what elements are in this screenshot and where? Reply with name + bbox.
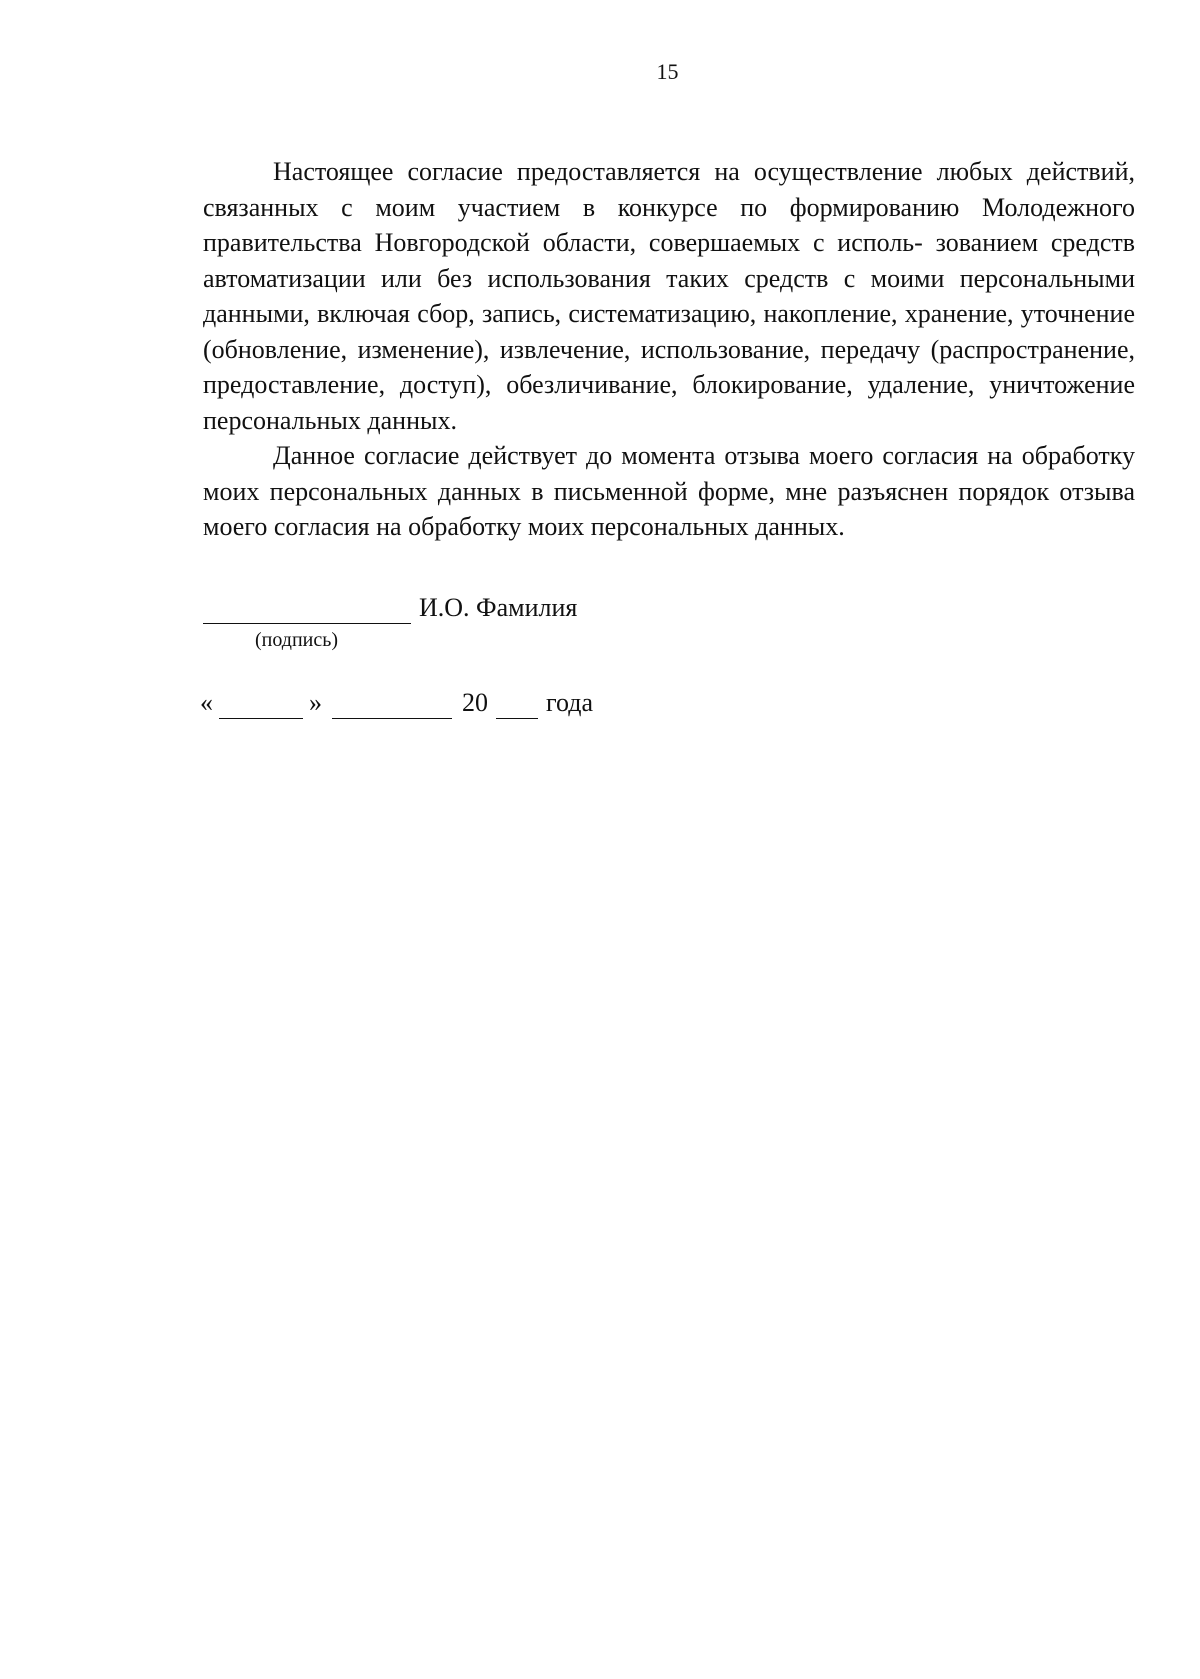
consent-paragraph-scope: Настоящее согласие предоставляется на осуществление любых действий, связанных с моим участием в конкурсе по формированию Молодежного правительства Новгородской области, совершаемых с исполь- зованием средств автоматизации или без использования таких средств с моими персональными данными, включая сбор, запись, систематизацию, накопление, хранение, уточнение (обновление, изменение), извлечение, использование, передачу (распространение, предоставление, доступ), обезличивание, блокирование, удаление, уничтожение персональных данных. — [203, 157, 1135, 435]
page-number: 15 — [656, 59, 679, 84]
month-blank[interactable] — [332, 692, 452, 719]
year-century: 20 — [462, 688, 488, 717]
year-blank[interactable] — [496, 692, 538, 719]
signature-line[interactable] — [203, 595, 411, 624]
year-suffix: года — [546, 688, 594, 717]
date-close-quote: » — [309, 688, 322, 717]
consent-text — [203, 154, 1135, 545]
date-open-quote: « — [200, 688, 213, 717]
day-blank[interactable] — [219, 692, 303, 719]
signature-block — [203, 592, 578, 651]
consent-paragraph-validity: Данное согласие действует до момента отзыва моего согласия на обработку моих персональных данных в письменной форме, мне разъяснен порядок отзыва моего согласия на обработку моих персональных данных. — [203, 441, 1135, 541]
signer-name: И.О. Фамилия — [419, 593, 578, 622]
signature-caption: (подпись) — [255, 629, 339, 651]
date-line — [200, 687, 593, 719]
